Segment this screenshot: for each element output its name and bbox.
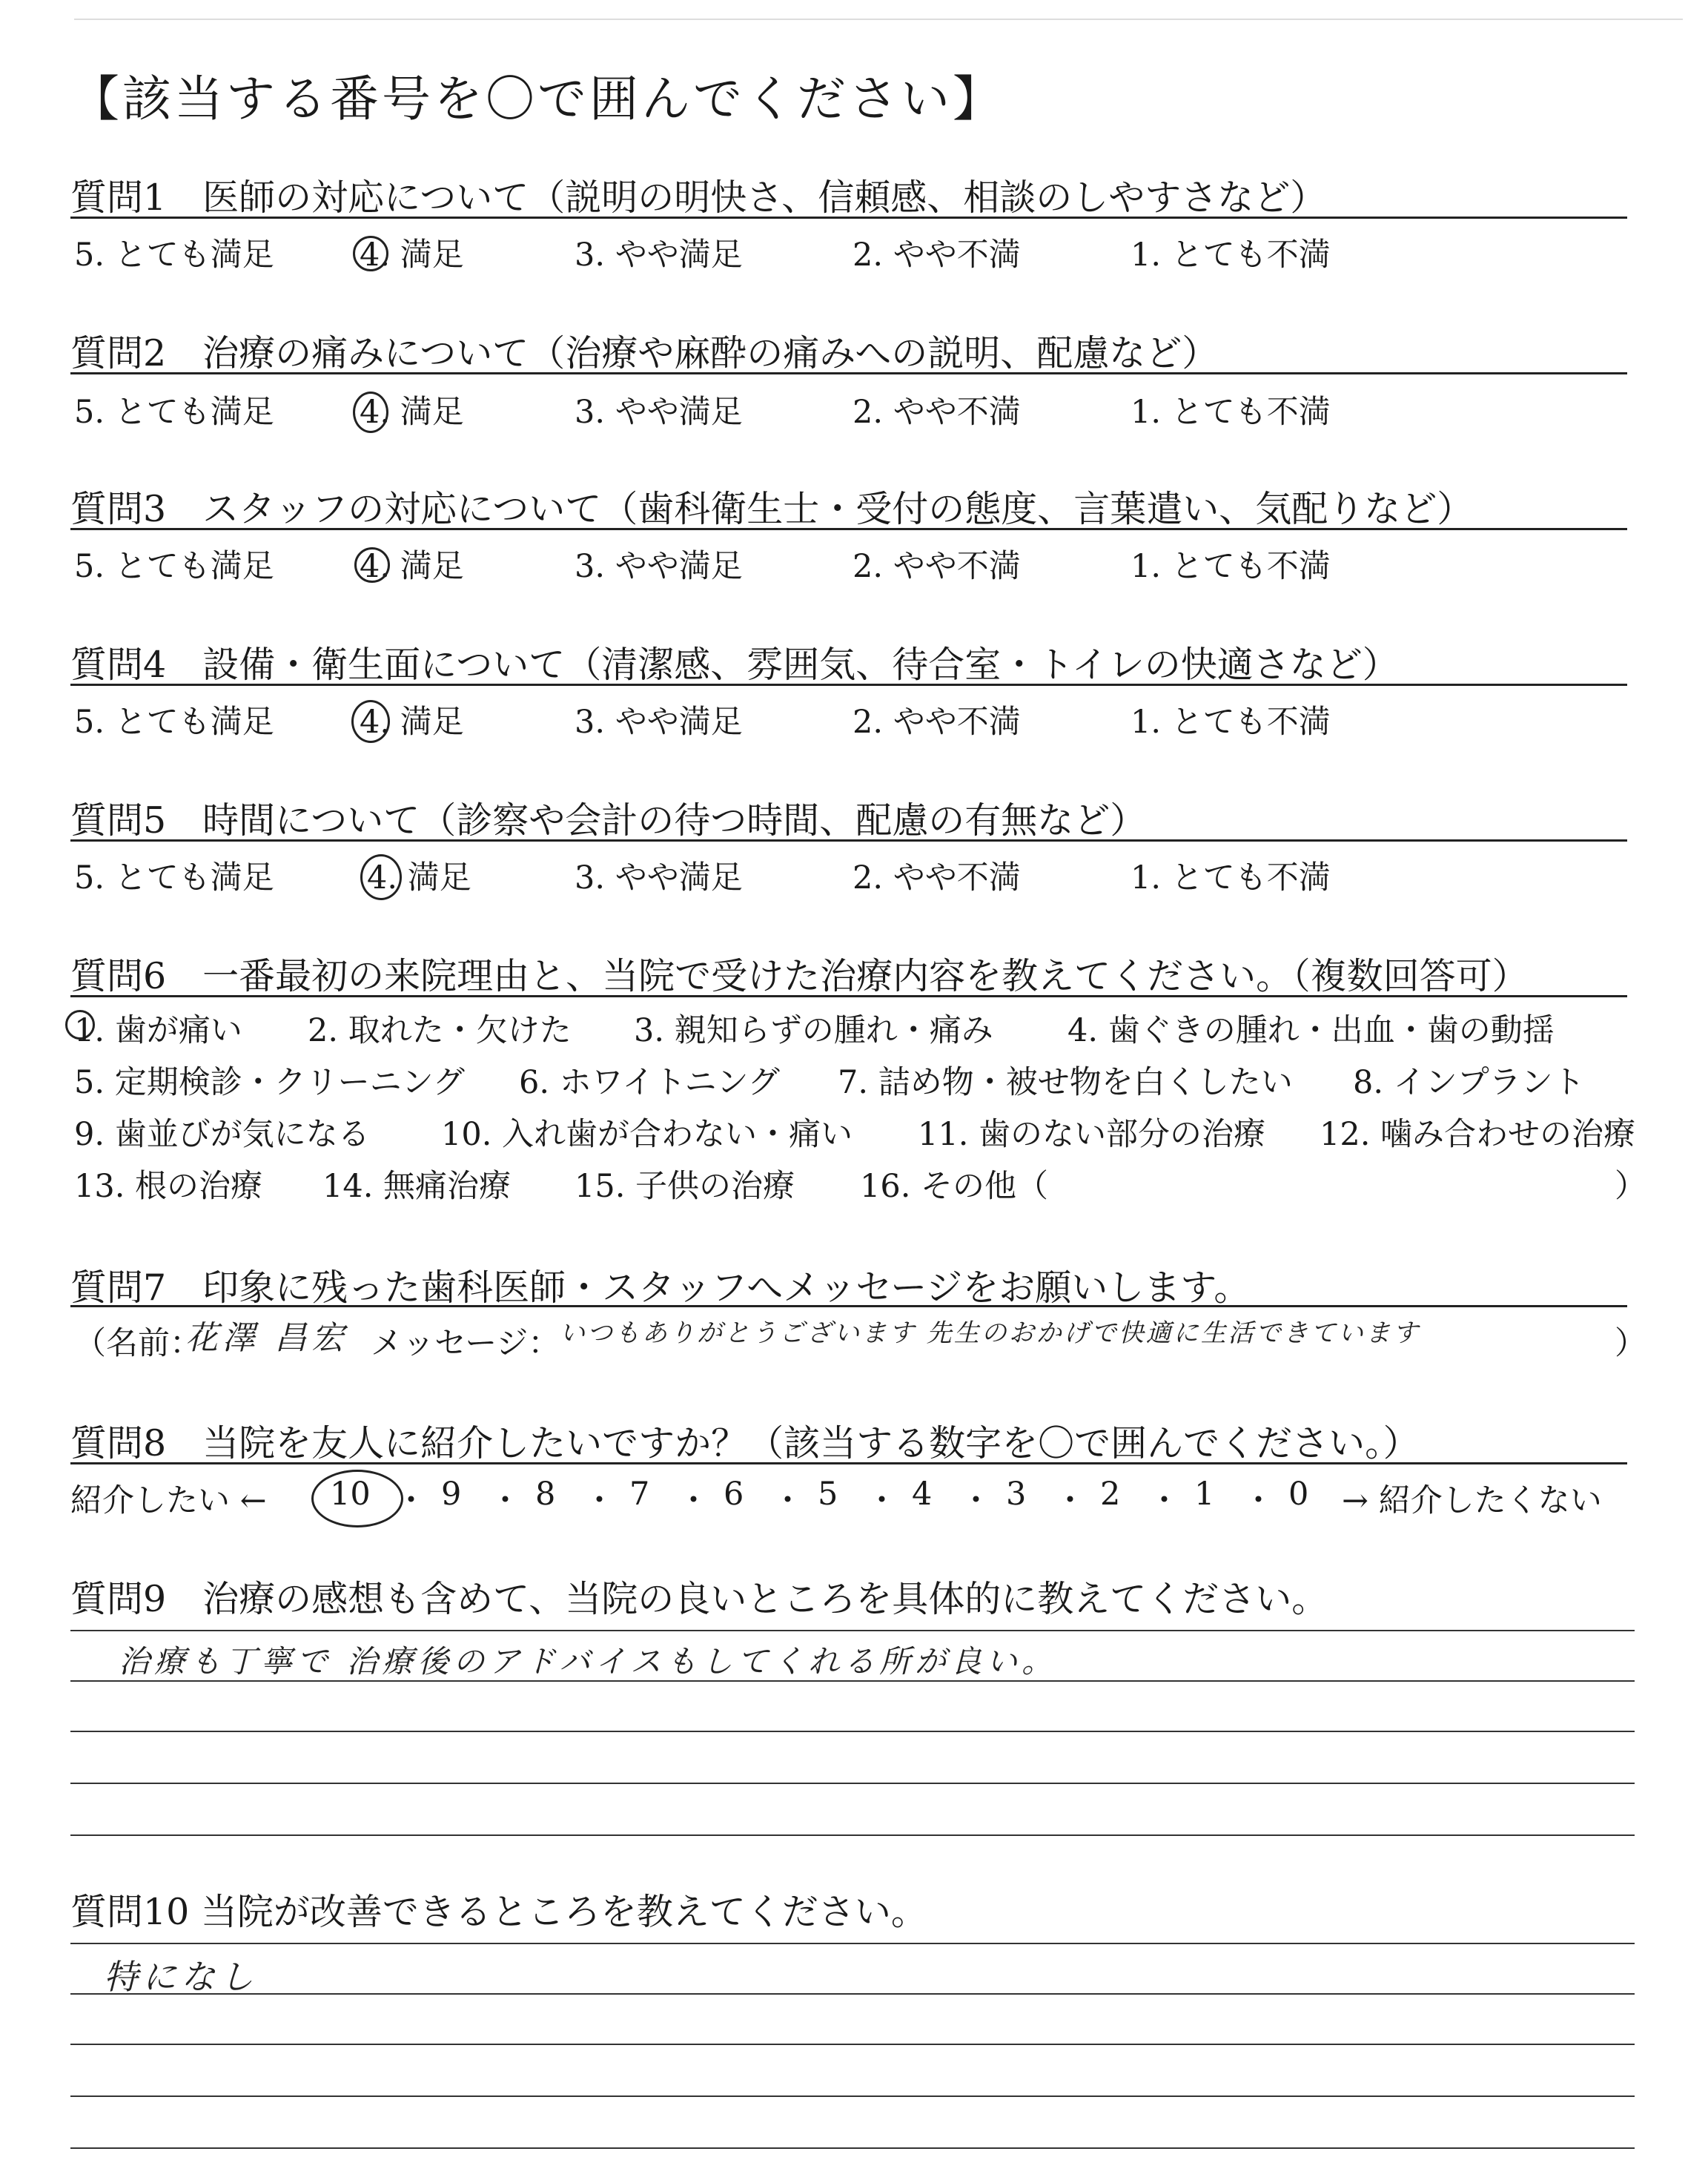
q8-scale-7[interactable]: 7 — [629, 1476, 650, 1513]
q10-answer-handwritten[interactable]: 特になし — [104, 1957, 258, 1997]
q10-answer-line — [70, 2044, 1635, 2045]
q1-option-5[interactable]: 5. とても満足 — [74, 237, 274, 274]
q8-separator: ・ — [1054, 1482, 1086, 1519]
question-3-rule — [70, 528, 1627, 530]
q7-name-handwritten[interactable]: 花澤 昌宏 — [185, 1319, 348, 1357]
q2-option-1[interactable]: 1. とても不満 — [1131, 394, 1331, 431]
q4-option-2[interactable]: 2. やや不満 — [853, 704, 1021, 741]
q8-scale-3[interactable]: 3 — [1006, 1476, 1027, 1513]
q6-other-close-paren: ） — [1615, 1168, 1646, 1205]
q9-answer-line — [70, 1630, 1635, 1631]
q7-name-label: （名前： — [74, 1325, 202, 1362]
q8-left-label: 紹介したい ← — [70, 1482, 267, 1519]
question-5-rule — [70, 839, 1627, 842]
q2-selection-circle — [353, 392, 388, 433]
q6-category[interactable]: 15. 子供の治療 — [575, 1168, 795, 1205]
question-6-title: 質問6 一番最初の来院理由と、当院で受けた治療内容を教えてください。（複数回答可） — [70, 955, 1529, 997]
q8-scale-2[interactable]: 2 — [1100, 1476, 1121, 1513]
q1-option-3[interactable]: 3. やや満足 — [575, 237, 743, 274]
q6-category[interactable]: 8. インプラント — [1353, 1064, 1585, 1101]
q6-category[interactable]: 5. 定期検診・クリーニング — [74, 1064, 465, 1101]
q6-category[interactable]: 11. 歯のない部分の治療 — [918, 1116, 1266, 1153]
q7-message-handwritten[interactable]: いつもありがとうございます 先生のおかげで快適に生活できています — [560, 1318, 1420, 1348]
q4-selection-circle — [351, 700, 390, 743]
q8-scale-10[interactable]: 10 — [330, 1476, 371, 1513]
q6-category[interactable]: 1. 歯が痛い — [74, 1012, 242, 1049]
question-2-rule — [70, 372, 1627, 374]
question-7-title: 質問7 印象に残った歯科医師・スタッフへメッセージをお願いします。 — [70, 1266, 1251, 1309]
q8-scale-0[interactable]: 0 — [1288, 1476, 1309, 1513]
q8-scale-4[interactable]: 4 — [912, 1476, 933, 1513]
q5-option-4[interactable]: 4. 満足 — [367, 859, 471, 896]
question-2-title: 質問2 治療の痛みについて（治療や麻酔の痛みへの説明、配慮など） — [70, 332, 1219, 374]
q5-option-1[interactable]: 1. とても不満 — [1131, 859, 1331, 896]
question-8-title: 質問8 当院を友人に紹介したいですか？（該当する数字を〇で囲んでください。） — [70, 1422, 1420, 1464]
q6-category[interactable]: 16. その他（ — [860, 1168, 1049, 1205]
q6-category[interactable]: 3. 親知らずの腫れ・痛み — [634, 1012, 993, 1049]
q8-separator: ・ — [1242, 1482, 1274, 1519]
q8-separator: ・ — [395, 1482, 427, 1519]
q1-option-1[interactable]: 1. とても不満 — [1131, 237, 1331, 274]
q6-category[interactable]: 4. 歯ぐきの腫れ・出血・歯の動揺 — [1068, 1012, 1555, 1049]
question-4-rule — [70, 684, 1627, 686]
q8-separator: ・ — [489, 1482, 521, 1519]
q6-category[interactable]: 7. 詰め物・被せ物を白くしたい — [838, 1064, 1293, 1101]
q10-answer-line — [70, 2095, 1635, 2097]
q5-option-2[interactable]: 2. やや不満 — [853, 859, 1021, 896]
q5-option-5[interactable]: 5. とても満足 — [74, 859, 274, 896]
q5-selection-circle — [360, 854, 402, 900]
question-8-rule — [70, 1462, 1627, 1464]
q4-option-3[interactable]: 3. やや満足 — [575, 704, 743, 741]
q1-option-4[interactable]: 4. 満足 — [360, 237, 464, 274]
question-3-title: 質問3 スタッフの対応について（歯科衛生士・受付の態度、言葉遣い、気配りなど） — [70, 488, 1474, 530]
q10-answer-line — [70, 1993, 1635, 1995]
q8-separator: ・ — [1148, 1482, 1180, 1519]
q8-scale-6[interactable]: 6 — [724, 1476, 744, 1513]
q8-separator: ・ — [772, 1482, 804, 1519]
q7-close-paren: ） — [1615, 1325, 1646, 1362]
q9-answer-line — [70, 1731, 1635, 1732]
q8-separator: ・ — [678, 1482, 709, 1519]
q6-category[interactable]: 6. ホワイトニング — [519, 1064, 780, 1101]
q9-answer-line — [70, 1680, 1635, 1682]
q8-scale-9[interactable]: 9 — [441, 1476, 462, 1513]
question-5-title: 質問5 時間について（診察や会計の待つ時間、配慮の有無など） — [70, 799, 1147, 842]
q8-separator: ・ — [960, 1482, 992, 1519]
q6-category[interactable]: 9. 歯並びが気になる — [74, 1116, 370, 1153]
question-6-rule — [70, 995, 1627, 997]
q7-message-label: メッセージ： — [371, 1325, 560, 1362]
question-1-rule — [70, 217, 1627, 219]
q8-separator: ・ — [866, 1482, 898, 1519]
question-9-title: 質問9 治療の感想も含めて、当院の良いところを具体的に教えてください。 — [70, 1578, 1328, 1620]
q3-option-2[interactable]: 2. やや不満 — [853, 548, 1021, 585]
q2-option-4[interactable]: 4. 満足 — [360, 394, 464, 431]
q1-option-2[interactable]: 2. やや不満 — [853, 237, 1021, 274]
q4-option-4[interactable]: 4. 満足 — [360, 704, 464, 741]
q2-option-2[interactable]: 2. やや不満 — [853, 394, 1021, 431]
page-heading: 【該当する番号を〇で囲んでください】 — [70, 70, 1004, 128]
question-1-title: 質問1 医師の対応について（説明の明快さ、信頼感、相談のしやすさなど） — [70, 176, 1327, 219]
top-border — [74, 19, 1683, 20]
q6-category[interactable]: 12. 噛み合わせの治療 — [1320, 1116, 1636, 1153]
q5-option-3[interactable]: 3. やや満足 — [575, 859, 743, 896]
q3-option-3[interactable]: 3. やや満足 — [575, 548, 743, 585]
q8-separator: ・ — [583, 1482, 615, 1519]
q8-scale-5[interactable]: 5 — [818, 1476, 838, 1513]
q4-option-5[interactable]: 5. とても満足 — [74, 704, 274, 741]
q6-category[interactable]: 2. 取れた・欠けた — [308, 1012, 572, 1049]
q9-answer-handwritten[interactable]: 治療も丁寧で 治療後のアドバイスもしてくれる所が良い。 — [119, 1643, 1058, 1680]
q1-selection-circle — [353, 236, 388, 271]
q10-answer-line — [70, 2147, 1635, 2149]
q6-category[interactable]: 13. 根の治療 — [74, 1168, 263, 1205]
q3-selection-circle — [354, 547, 390, 583]
q8-scale-8[interactable]: 8 — [535, 1476, 556, 1513]
question-4-title: 質問4 設備・衛生面について（清潔感、雰囲気、待合室・トイレの快適さなど） — [70, 644, 1399, 686]
q2-option-3[interactable]: 3. やや満足 — [575, 394, 743, 431]
q4-option-1[interactable]: 1. とても不満 — [1131, 704, 1331, 741]
q6-category[interactable]: 14. 無痛治療 — [322, 1168, 512, 1205]
q6-category[interactable]: 10. 入れ歯が合わない・痛い — [441, 1116, 853, 1153]
q9-answer-line — [70, 1783, 1635, 1784]
q8-scale-1[interactable]: 1 — [1194, 1476, 1215, 1513]
q2-option-5[interactable]: 5. とても満足 — [74, 394, 274, 431]
question-7-rule — [70, 1305, 1627, 1307]
q10-answer-line — [70, 1943, 1635, 1944]
q3-option-1[interactable]: 1. とても不満 — [1131, 548, 1331, 585]
q3-option-4[interactable]: 4. 満足 — [360, 548, 464, 585]
question-10-title: 質問10 当院が改善できるところを教えてください。 — [70, 1891, 927, 1933]
q8-right-label: → 紹介したくない — [1342, 1482, 1602, 1519]
q3-option-5[interactable]: 5. とても満足 — [74, 548, 274, 585]
q9-answer-line — [70, 1834, 1635, 1836]
